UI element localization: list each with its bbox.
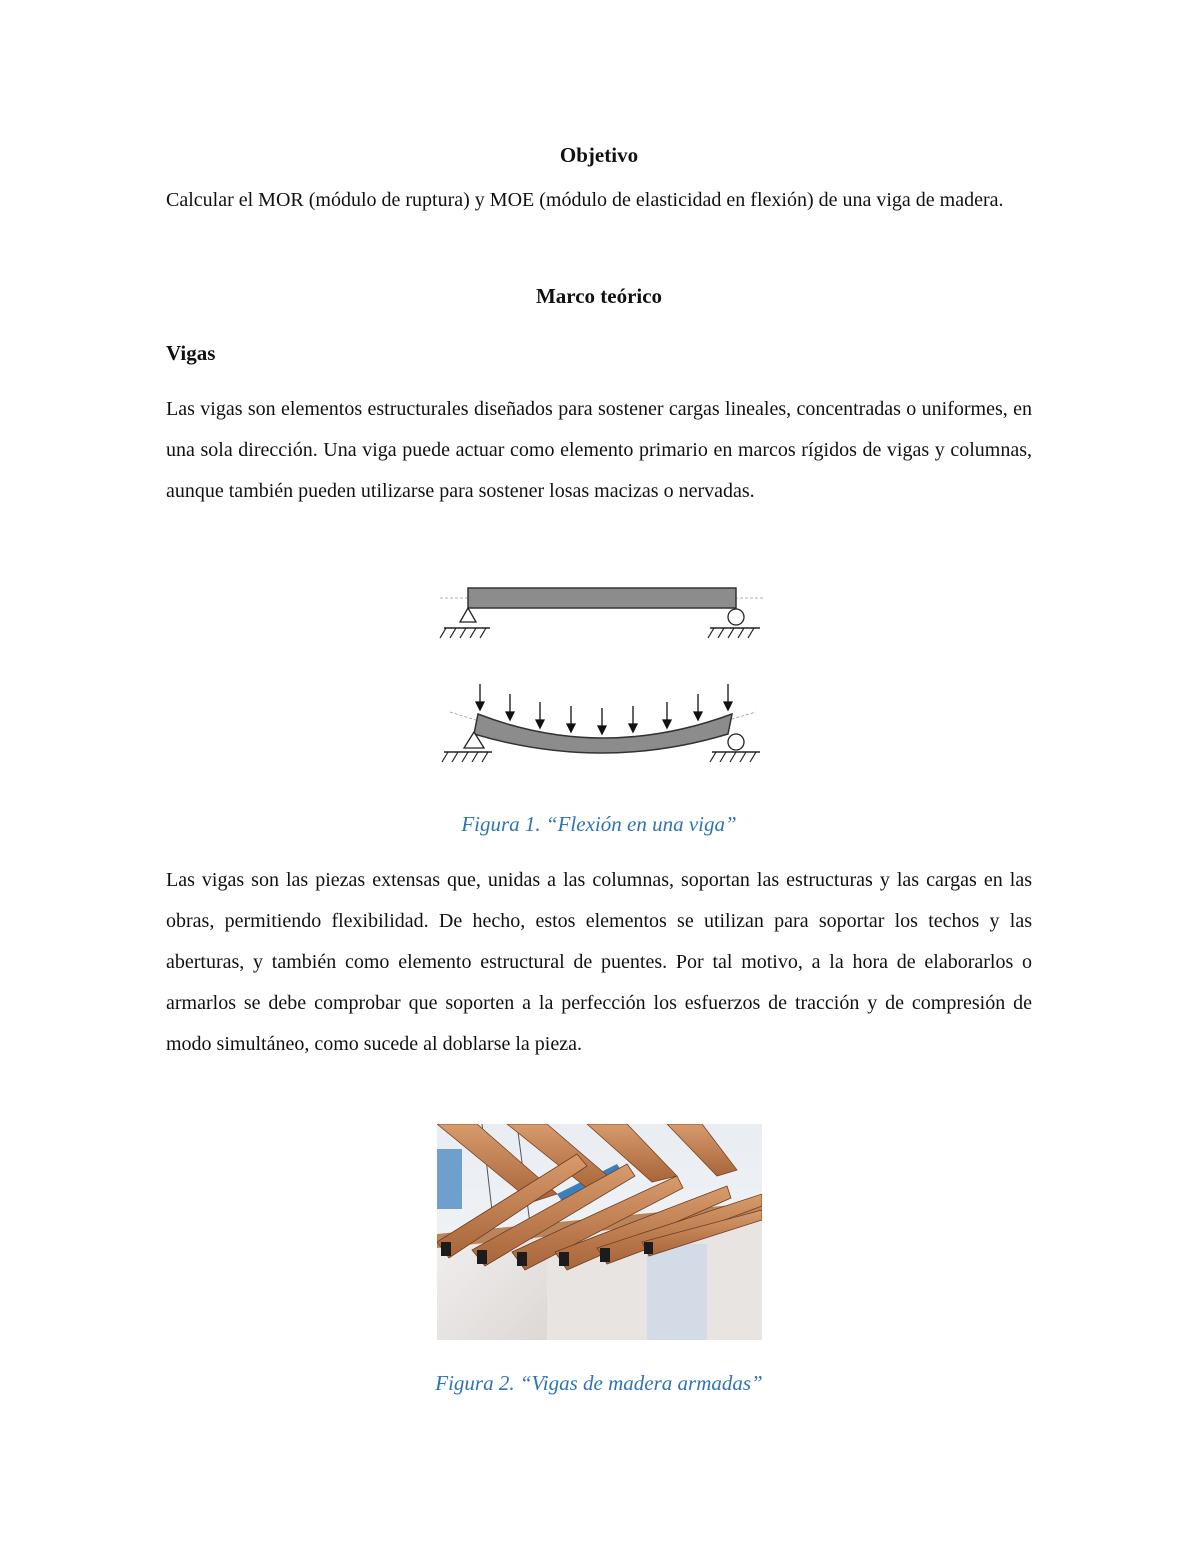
paragraph-vigas-1: Las vigas son elementos estructurales diseñados para sostener cargas lineales, concentradas o uniformes, en una sola dirección. Una viga puede actuar como elemento primario en marcos rígidos de vigas y columnas, aunque también pueden utilizarse para sostener losas macizas o nervadas.	[166, 398, 1032, 502]
pin-support-icon	[460, 608, 476, 622]
theory-heading: Marco teórico	[535, 284, 663, 308]
figure2-caption: Figura 2. “Vigas de madera armadas”	[435, 1371, 763, 1395]
vigas-subheading: Vigas	[166, 341, 216, 365]
roller-support-bent-icon	[728, 734, 744, 750]
bent-beam-group	[442, 684, 760, 762]
objective-paragraph: Calcular el MOR (módulo de ruptura) y MOE (módulo de elasticidad en flexión) de una viga de madera.	[166, 189, 1004, 211]
paragraph2-block	[166, 860, 1032, 1065]
wooden-beams-photo	[437, 1124, 762, 1340]
beam-straight	[468, 588, 736, 608]
paragraph-vigas-2: Las vigas son las piezas extensas que, unidas a las columnas, soportan las estructuras y las cargas en las obras, permitiendo flexibilidad. De hecho, estos elementos se utilizan para soportar los techos y las aberturas, y también como elemento estructural de puentes. Por tal motivo, a la hora de elaborarlos o armarlos se debe comprobar que soporten a la perfección los esfuerzos de tracción y de compresión de modo simultáneo, como sucede al doblarse la pieza.	[166, 869, 1032, 1055]
straight-beam-group	[440, 588, 765, 638]
beam-bent	[474, 714, 732, 753]
figure1-caption: Figura 1. “Flexión en una viga”	[461, 812, 737, 836]
beam-flexion-diagram	[430, 572, 770, 772]
objective-block	[166, 180, 1032, 221]
roller-support-icon	[728, 609, 744, 625]
objective-heading: Objetivo	[559, 143, 639, 167]
paragraph1-block	[166, 389, 1032, 512]
